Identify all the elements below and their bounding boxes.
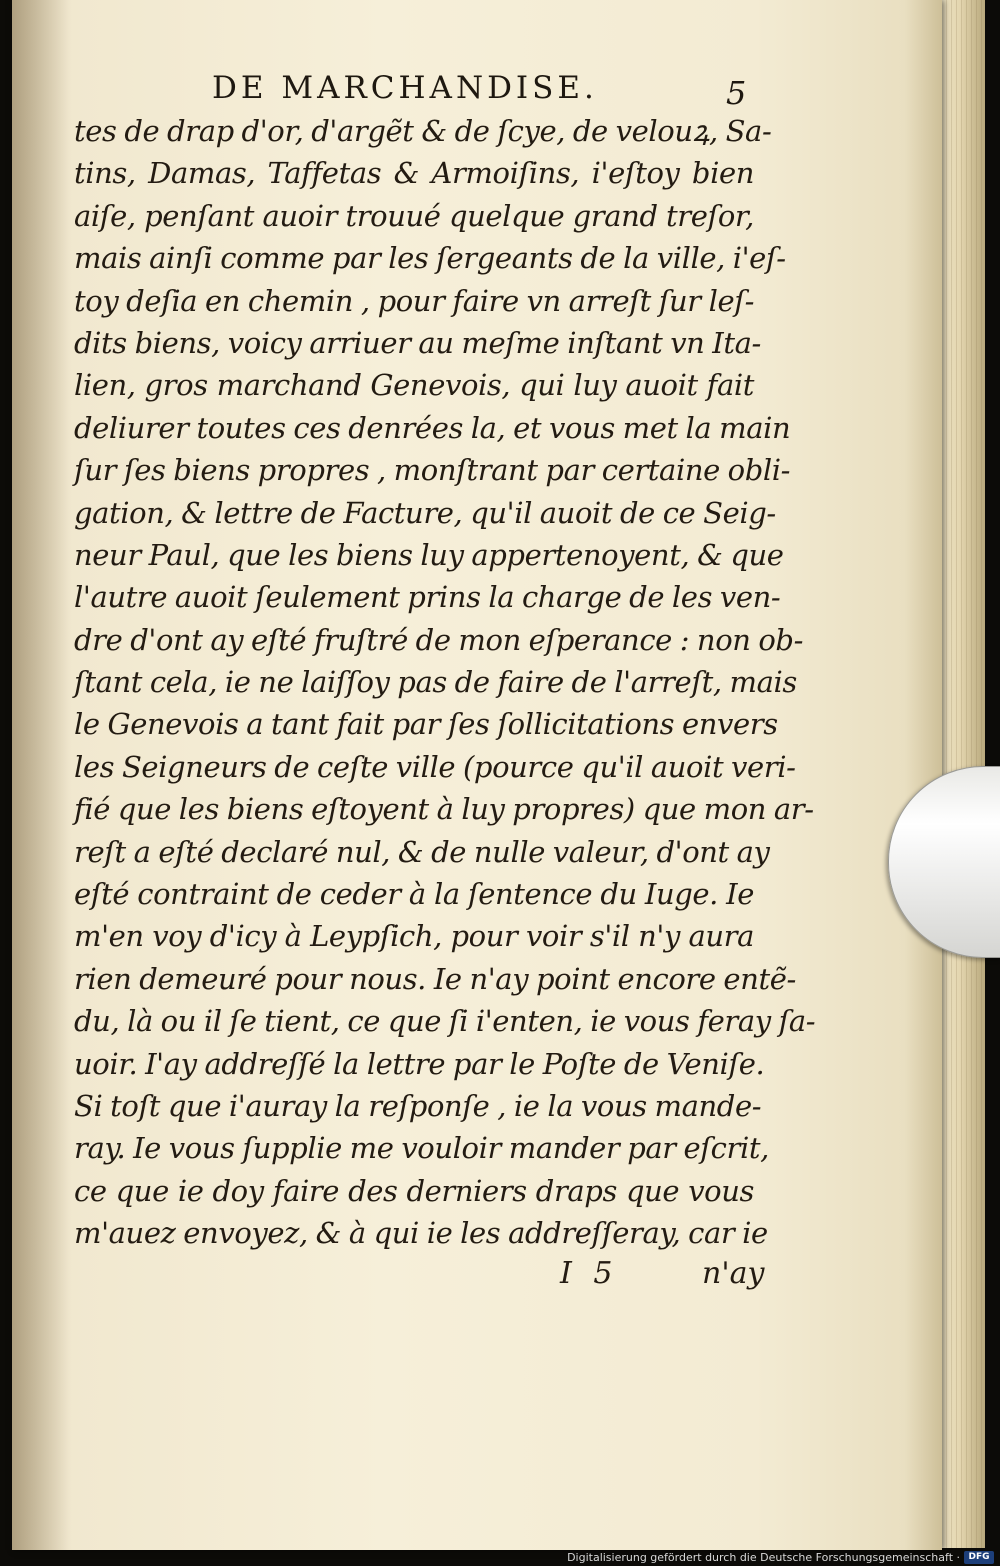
scanned-page xyxy=(12,0,942,1550)
text-line: aiſe, penſant auoir trouué quelque grand treſor, xyxy=(74,198,754,233)
body-text xyxy=(74,110,816,1255)
text-line: m'auez envoyez, & à qui ie les addreſſeray, car ie xyxy=(74,1216,768,1251)
text-line: l'autre auoit ſeulement prins la charge de les ven- xyxy=(74,580,781,615)
text-line: ce que ie doy faire des derniers draps que vous xyxy=(74,1173,754,1208)
text-line: tins, Damas, Taffetas & Armoiſins, i'eſtoy bien xyxy=(74,156,754,191)
text-line: ſur ſes biens propres , monſtrant par certaine obli- xyxy=(74,453,791,488)
text-line: tes de drap d'or, d'argẽt & de ſcye, de velouꝝ, Sa- xyxy=(74,114,772,148)
dfg-logo: DFG xyxy=(964,1551,994,1564)
text-line: ray. Ie vous ſupplie me vouloir mander par eſcrit, xyxy=(74,1131,769,1166)
text-line: m'en voy d'icy à Leypſich, pour voir s'il n'y aura xyxy=(74,919,754,954)
text-line: du, là ou il ſe tient, ce que ſi i'enten, ie vous feray ſa- xyxy=(74,1004,816,1039)
text-line: le Genevois a tant fait par ſes ſollicitations envers xyxy=(74,707,778,742)
text-line: rien demeuré pour nous. Ie n'ay point encore entẽ- xyxy=(74,961,796,996)
text-line: uoir. I'ay addreſſé la lettre par le Poſte de Veniſe. xyxy=(74,1046,765,1081)
text-line: dits biens, voicy arriuer au meſme inſtant vn Ita- xyxy=(74,325,761,360)
text-line: toy deſia en chemin , pour faire vn arreſt ſur leſ- xyxy=(74,283,754,318)
text-line: eſté contraint de ceder à la ſentence du Iuge. Ie xyxy=(74,877,754,912)
text-line: reſt a eſté declaré nul, & de nulle valeur, d'ont ay xyxy=(74,834,770,869)
text-line: dre d'ont ay eſté fruſtré de mon eſperance : non ob- xyxy=(74,622,803,657)
running-head: DE MARCHANDISE. xyxy=(212,70,598,106)
signature-mark: I 5 xyxy=(560,1256,619,1291)
text-line: Si toſt que i'auray la reſponſe , ie la vous mande- xyxy=(74,1088,762,1123)
page-number: 5 xyxy=(726,74,747,112)
text-line: ſtant cela, ie ne laiſſoy pas de faire de l'arreſt, mais xyxy=(74,665,797,700)
text-line: mais ainſi comme par les ſergeants de la ville, i'eſ- xyxy=(74,241,786,276)
text-line: fié que les biens eſtoyent à luy propres) que mon ar- xyxy=(74,792,814,827)
text-line: gation, & lettre de Facture, qu'il auoit de ce Seig- xyxy=(74,495,776,530)
text-line: les Seigneurs de ceſte ville (pource qu'il auoit veri- xyxy=(74,749,796,784)
digitization-credit: Digitalisierung gefördert durch die Deutsche Forschungsgemeinschaft · xyxy=(567,1551,960,1564)
catchword: n'ay xyxy=(702,1256,765,1291)
text-line: lien, gros marchand Genevois, qui luy auoit fait xyxy=(74,368,754,403)
text-line: neur Paul, que les biens luy appertenoyent, & que xyxy=(74,537,784,572)
text-line: deliurer toutes ces denrées la, et vous met la main xyxy=(74,410,791,445)
